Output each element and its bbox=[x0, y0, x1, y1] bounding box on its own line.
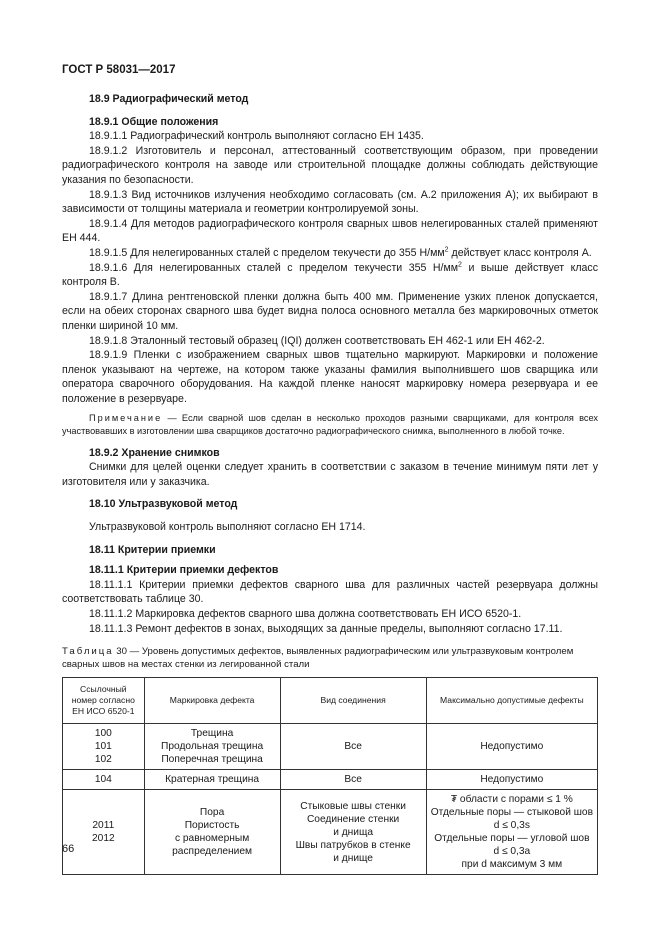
paragraph: 18.9.1.5 Для нелегированных сталей с пределом текучести до 355 $Н/мм^2$ действует класс контроля А. bbox=[89, 246, 592, 259]
table-cell-max: Недопустимо bbox=[426, 770, 597, 790]
paragraph: 18.9.1.2 Изготовитель и персонал, аттестованный соответствующим образом, при проведении радиографического контроля на заводе или строительной площадке должны соблюдать действующие указания по безопасности. bbox=[62, 144, 598, 186]
column-header: Ссылочный номер согласно ЕН ИСО 6520-1 bbox=[63, 678, 145, 724]
page-content bbox=[62, 92, 598, 875]
table-cell-mark: Трещина Продольная трещина Поперечная трещина bbox=[144, 724, 280, 770]
table-cell-mark: Пора Пористость с равномерным распределением bbox=[144, 790, 280, 875]
section-18-11-1-title: 18.11.1 Критерии приемки дефектов bbox=[89, 564, 279, 577]
paragraph: 18.9.1.6 Для нелегированных сталей с пределом текучести 355 $Н/мм^2$ и выше действует класс контроля В. bbox=[62, 261, 598, 289]
column-header: Маркировка дефекта bbox=[144, 678, 280, 724]
table-row bbox=[63, 724, 598, 770]
note: Примечание — Если сварной шов сделан в несколько проходов разными сварщиками, для контроля всех участвовавших в изготовлении шва сварщиков достаточно радиографического снимка, выполненного в любой точке. bbox=[62, 413, 598, 437]
page-number: 66 bbox=[62, 843, 75, 855]
table-row bbox=[63, 790, 598, 875]
paragraph: 18.11.1.1 Критерии приемки дефектов сварного шва для различных частей резервуара должны соответствовать таблице 30. bbox=[62, 578, 598, 606]
column-header: Вид соединения bbox=[280, 678, 426, 724]
paragraph: 18.9.1.4 Для методов радиографического контроля сварных швов нелегированных сталей применяют ЕН 444. bbox=[62, 217, 598, 245]
section-18-11-title: 18.11 Критерии приемки bbox=[89, 543, 216, 556]
table-cell-mark: Кратерная трещина bbox=[144, 770, 280, 790]
table-cell-joint: Стыковые швы стенки Соединение стенки и днища Швы патрубков в стенке и днище bbox=[280, 790, 426, 875]
paragraph: 18.9.1.3 Вид источников излучения необходимо согласовать (см. А.2 приложения А); их выбирают в зависимости от толщины материала и геометрии контролируемой зоны. bbox=[62, 188, 598, 216]
table-cell-ref: 2011 2012 bbox=[63, 790, 145, 875]
paragraph: 18.11.1.2 Маркировка дефектов сварного шва должна соответствовать ЕН ИСО 6520-1. bbox=[89, 608, 522, 620]
table-cell-ref: 104 bbox=[63, 770, 145, 790]
table-caption: Таблица 30 — Уровень допустимых дефектов, выявленных радиографическим или ультразвуковым контролем сварных швов на местах стенки из легированной стали bbox=[62, 646, 574, 670]
paragraph: 18.9.1.9 Пленки с изображением сварных швов тщательно маркируют. Маркировки и положение пленок указывают на чертеже, на котором также указаны фамилия выполнившего шов сварщика или оператора сварочного оборудования. На каждой пленке наносят маркировку номера резервуара и ее положение в резервуаре. bbox=[62, 349, 598, 405]
table-cell-max: ₮ области с порами ≤ 1 % Отдельные поры — стыковой шов d ≤ 0,3s Отдельные поры — угловой шов d ≤ 0,3a при d максимум 3 мм bbox=[426, 790, 597, 875]
paragraph: 18.9.1.8 Эталонный тестовый образец (IQI) должен соответствовать ЕН 462-1 или ЕН 462-2. bbox=[89, 334, 545, 347]
paragraph: Снимки для целей оценки следует хранить в соответствии с заказом в течение минимум пяти лет у изготовителя или у заказчика. bbox=[62, 461, 598, 488]
table-cell-ref: 100 101 102 bbox=[63, 724, 145, 770]
note-label: Примечание bbox=[89, 413, 163, 424]
section-18-9-title: 18.9 Радиографический метод bbox=[89, 93, 249, 105]
table-cell-joint: Все bbox=[280, 770, 426, 790]
section-18-9-1-title: 18.9.1 Общие положения bbox=[89, 115, 219, 128]
table-row bbox=[63, 770, 598, 790]
paragraph: Ультразвуковой контроль выполняют согласно ЕН 1714. bbox=[89, 521, 366, 534]
table-header-row bbox=[63, 678, 598, 724]
table-cell-joint: Все bbox=[280, 724, 426, 770]
column-header: Максимально допустимые дефекты bbox=[426, 678, 597, 724]
section-18-9-2-title: 18.9.2 Хранение снимков bbox=[89, 446, 220, 459]
document-code: ГОСТ Р 58031—2017 bbox=[62, 64, 176, 76]
paragraph: 18.11.1.3 Ремонт дефектов в зонах, выходящих за данные пределы, выполняют согласно 17.11. bbox=[89, 622, 563, 635]
paragraph: 18.9.1.1 Радиографический контроль выполняют согласно ЕН 1435. bbox=[89, 130, 424, 143]
section-18-10-title: 18.10 Ультразвуковой метод bbox=[89, 498, 238, 511]
defects-table bbox=[62, 677, 598, 875]
table-cell-max: Недопустимо bbox=[426, 724, 597, 770]
paragraph: 18.9.1.7 Длина рентгеновской пленки должна быть 400 мм. Применение узких пленок допускается, если на обеих сторонах сварного шва будет видна полоса основного металла без маркировочных отметок пленки шириной 10 мм. bbox=[62, 290, 598, 332]
